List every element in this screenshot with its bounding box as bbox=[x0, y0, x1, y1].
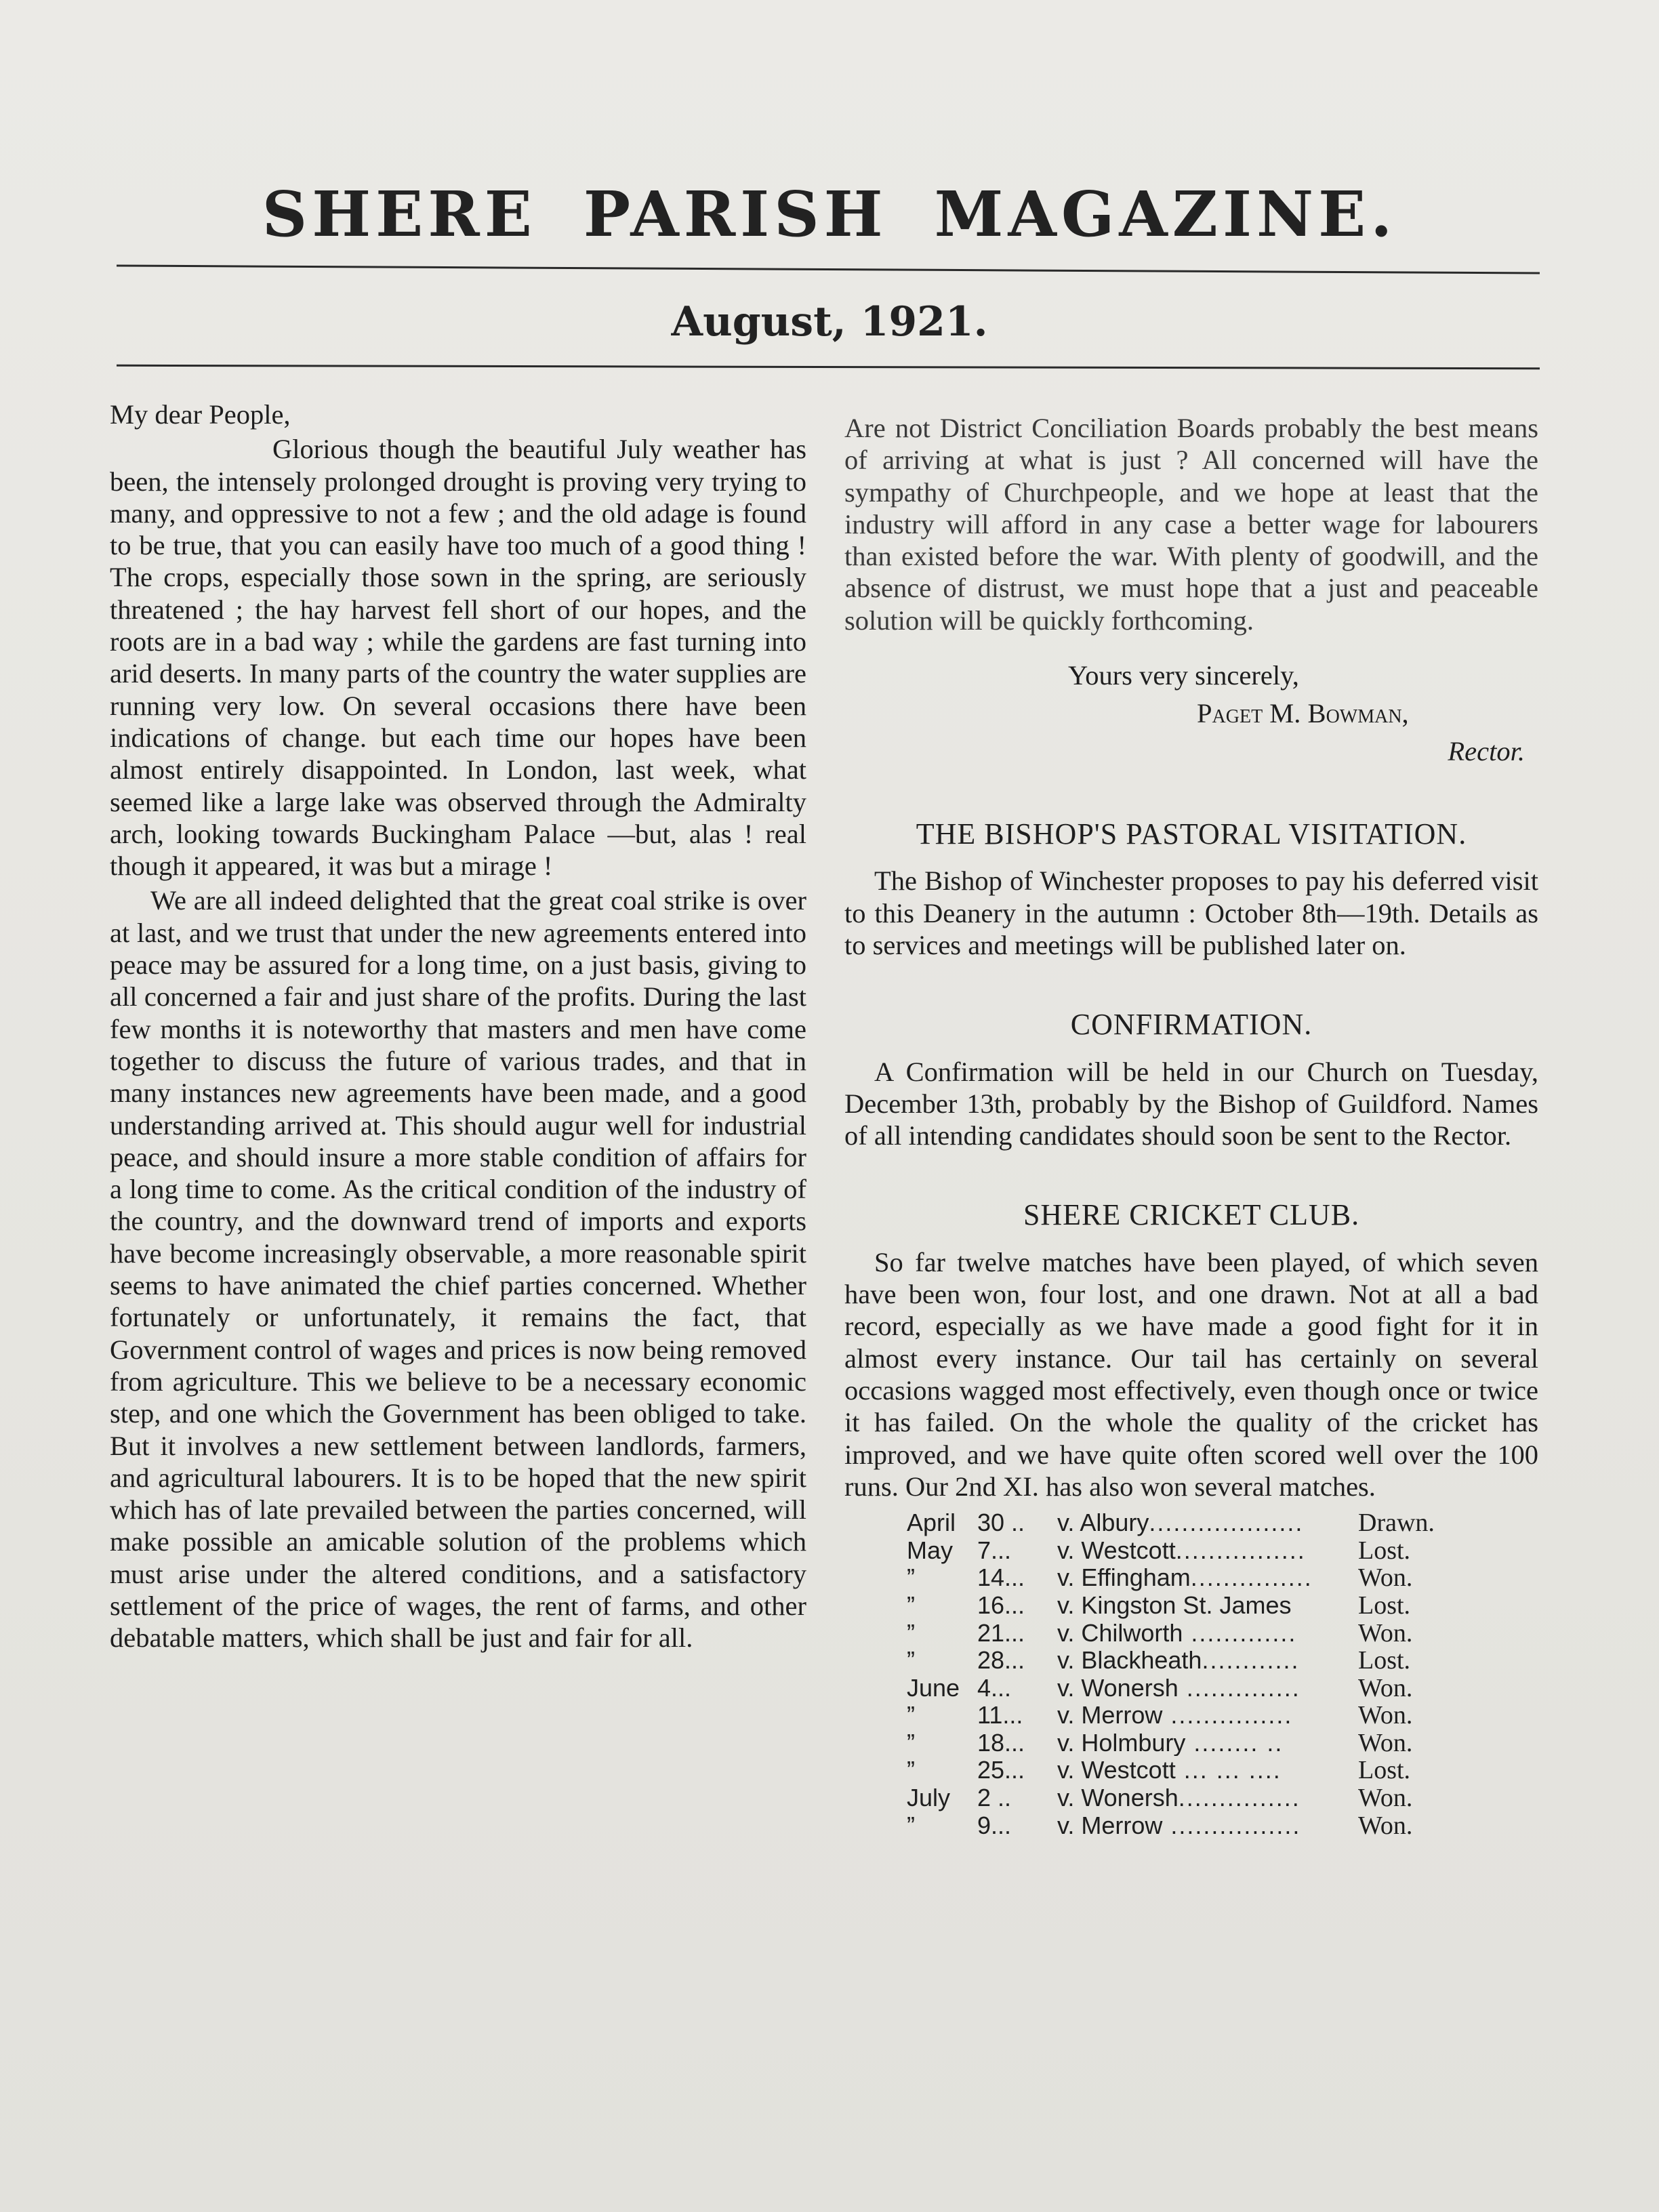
fixture-opponent: v. Merrow ................ bbox=[1057, 1811, 1301, 1839]
masthead-rule bbox=[117, 265, 1540, 274]
issue-date: August, 1921. bbox=[671, 298, 988, 346]
fixture-month: ” bbox=[907, 1563, 915, 1592]
fixture-result: Won. bbox=[1358, 1728, 1413, 1757]
section-heading: THE BISHOP'S PASTORAL VISITATION. bbox=[916, 817, 1467, 851]
letter-paragraph: Glorious though the beautiful July weather has been, the intensely prolonged drought is proving very trying to many, and oppressive to not a few ; and the old adage is found to be true, that you can easily have too much of a good thing ! The crops, especially those sown in the spring, are seriously threatened ; the hay harvest fell short of our hopes, and the roots are in a bad way ; while the gardens are fast turning into arid deserts. In many parts of the country the water supplies are running very low. On several occasions there have been indications of change. but each time our hopes have been almost entirely disappointed. In London, last week, what seemed like a large lake was observed through the Admiralty arch, looking towards Buckingham Palace —but, alas ! real though it appeared, it was but a mirage ! bbox=[110, 434, 806, 882]
fixture-month: ” bbox=[907, 1701, 915, 1729]
section-heading: SHERE CRICKET CLUB. bbox=[1023, 1198, 1360, 1232]
fixture-result: Lost. bbox=[1358, 1646, 1411, 1675]
fixture-result: Drawn. bbox=[1358, 1509, 1435, 1538]
fixture-day: 14... bbox=[977, 1563, 1025, 1592]
fixture-row bbox=[844, 1647, 1538, 1675]
fixture-opponent: v. Holmbury ........ .. bbox=[1057, 1729, 1284, 1757]
closing-phrase: Yours very sincerely, bbox=[1068, 660, 1299, 691]
masthead-title: SHERE PARISH MAGAZINE. bbox=[262, 178, 1397, 251]
fixture-day: 21... bbox=[977, 1618, 1025, 1647]
fixture-row bbox=[844, 1702, 1538, 1729]
fixture-month: ” bbox=[907, 1646, 915, 1675]
fixture-opponent: v. Merrow ............... bbox=[1057, 1702, 1293, 1729]
fixture-month: ” bbox=[907, 1618, 915, 1647]
signature-name: Paget M. Bowman, bbox=[1197, 698, 1409, 729]
fixture-month: May bbox=[907, 1536, 954, 1564]
fixture-row bbox=[844, 1757, 1538, 1784]
fixture-day: 9... bbox=[977, 1811, 1012, 1839]
fixture-day: 25... bbox=[977, 1756, 1025, 1784]
signature-title: Rector. bbox=[1448, 736, 1525, 767]
fixture-opponent: v. Westcott ... ... .... bbox=[1057, 1757, 1282, 1784]
fixture-opponent: v. Chilworth ............. bbox=[1057, 1619, 1297, 1647]
fixture-month: ” bbox=[907, 1728, 915, 1757]
fixture-day: 4... bbox=[977, 1673, 1012, 1702]
fixture-row bbox=[844, 1509, 1538, 1537]
section-body: So far twelve matches have been played, of which seven have been won, four lost, and one drawn. Not at all a bad record, especially as we have made a good fight for it in almost every instance. Our tail has certainly on several occasions wagged most effectively, even though once or twice it has failed. On the whole the quality of the cricket has improved, and we have quite often scored well over the 100 runs. Our 2nd XI. has also won several matches. bbox=[844, 1246, 1538, 1502]
fixture-row bbox=[844, 1537, 1538, 1565]
fixture-result: Lost. bbox=[1358, 1756, 1411, 1785]
fixture-row bbox=[844, 1729, 1538, 1757]
fixture-opponent: v. Albury................... bbox=[1057, 1509, 1304, 1536]
fixture-result: Lost. bbox=[1358, 1591, 1411, 1620]
fixture-result: Won. bbox=[1358, 1618, 1413, 1647]
section-body: The Bishop of Winchester proposes to pay his deferred visit to this Deanery in the autumn : October 8th—19th. Details as to services and meetings will be published later on. bbox=[844, 865, 1538, 960]
fixture-row bbox=[844, 1784, 1538, 1812]
fixture-day: 11... bbox=[977, 1701, 1023, 1729]
fixture-result: Won. bbox=[1358, 1811, 1413, 1840]
fixture-result: Won. bbox=[1358, 1784, 1413, 1813]
fixture-result: Won. bbox=[1358, 1673, 1413, 1702]
fixture-opponent: v. Wonersh .............. bbox=[1057, 1674, 1300, 1702]
letter-salutation: My dear People, bbox=[110, 399, 291, 430]
fixture-opponent: v. Kingston St. James bbox=[1057, 1591, 1292, 1619]
fixture-day: 30 .. bbox=[977, 1509, 1025, 1537]
fixture-opponent: v. Effingham............... bbox=[1057, 1564, 1313, 1591]
fixture-month: ” bbox=[907, 1591, 915, 1619]
fixture-month: ” bbox=[907, 1756, 915, 1784]
letter-continuation: Are not District Conciliation Boards probably the best means of arriving at what is just ? All concerned will have the sympathy of Churchpeople, and we hope at least that the industry will afford in any case a better wage for labourers than existed before the war. With plenty of goodwill, and the absence of distrust, we must hope that a just and peaceable solution will be quickly forthcoming. bbox=[844, 413, 1538, 636]
fixture-row bbox=[844, 1592, 1538, 1620]
fixture-day: 16... bbox=[977, 1591, 1025, 1619]
fixture-row bbox=[844, 1620, 1538, 1647]
fixture-month: ” bbox=[907, 1811, 915, 1839]
fixture-month: April bbox=[907, 1509, 956, 1537]
fixture-day: 28... bbox=[977, 1646, 1025, 1675]
fixture-result: Won. bbox=[1358, 1701, 1413, 1730]
fixture-result: Lost. bbox=[1358, 1536, 1411, 1565]
fixture-row bbox=[844, 1812, 1538, 1840]
section-body: A Confirmation will be held in our Church on Tuesday, December 13th, probably by the Bishop of Guildford. Names of all intending candidates should soon be sent to the Rector. bbox=[844, 1056, 1538, 1151]
fixture-opponent: v. Blackheath............ bbox=[1057, 1647, 1300, 1674]
date-rule bbox=[117, 365, 1540, 369]
fixture-month: June bbox=[907, 1673, 960, 1702]
fixture-list bbox=[844, 1509, 1538, 1839]
letter-paragraph: We are all indeed delighted that the great coal strike is over at last, and we trust that under the new agreements entered into peace may be assured for a long time, on a just basis, giving to all concerned a fair and just share of the profits. During the last few months it is noteworthy that masters and men have come together to discuss the future of various trades, and that in many instances new agreements have been made, and a good understanding arrived at. This should augur well for industrial peace, and should insure a more stable condition of affairs for a long time to come. As the critical condition of the industry of the country, and the downward trend of imports and exports have become increasingly observable, a more reasonable spirit seems to have animated the chief parties concerned. Whether fortunately or unfortunately, it remains the fact, that Government control of wages and prices is now being removed from agriculture. This we believe to be a necessary economic step, and one which the Government has been obliged to take. But it involves a new settlement between landlords, farmers, and agricultural labourers. It is to be hoped that the new spirit which has of late prevailed between the parties concerned, will make possible an amicable solution of the problems which must arise under the altered conditions, and a satisfactory settlement of the price of wages, the rent of farms, and other debatable matters, which shall be just and fair for all. bbox=[110, 885, 806, 1654]
fixture-day: 18... bbox=[977, 1728, 1025, 1757]
fixture-opponent: v. Westcott................ bbox=[1057, 1536, 1306, 1564]
fixture-row bbox=[844, 1675, 1538, 1702]
fixture-day: 2 .. bbox=[977, 1784, 1012, 1812]
fixture-row bbox=[844, 1564, 1538, 1592]
left-column bbox=[110, 398, 806, 1654]
fixture-opponent: v. Wonersh............... bbox=[1057, 1784, 1300, 1811]
fixture-result: Won. bbox=[1358, 1563, 1413, 1593]
fixture-month: July bbox=[907, 1784, 951, 1812]
letter-closing bbox=[844, 657, 1538, 771]
section-heading: CONFIRMATION. bbox=[1070, 1008, 1313, 1042]
fixture-day: 7... bbox=[977, 1536, 1012, 1564]
right-column bbox=[844, 412, 1538, 1839]
